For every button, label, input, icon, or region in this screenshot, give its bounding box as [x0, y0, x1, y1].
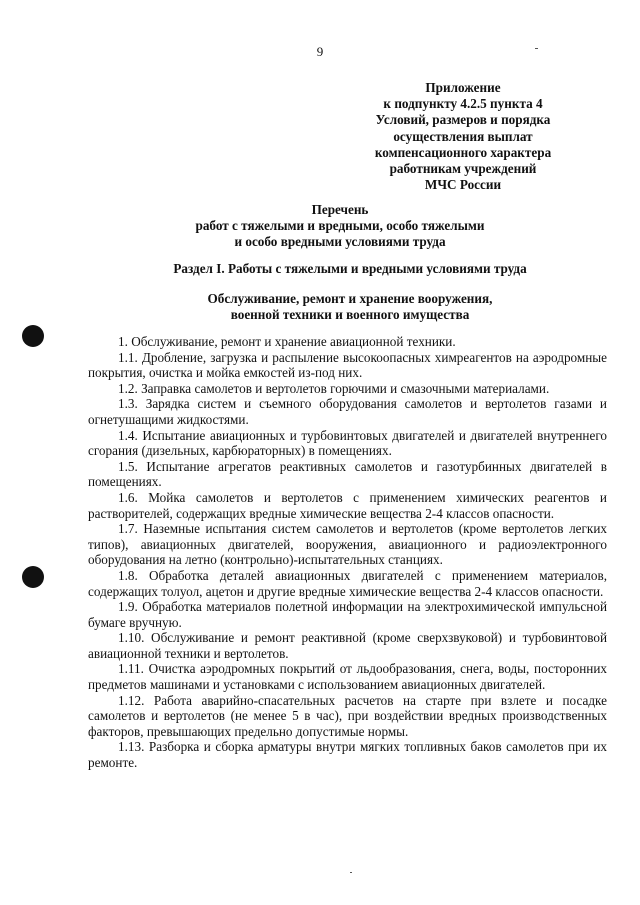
list-item: 1.1. Дробление, загрузка и распыление высокоопасных химреагентов на аэродромные покрытия, очистка и мойка емкостей из-под них. — [88, 349, 607, 381]
page-number: 9 — [316, 44, 324, 59]
list-item: 1.13. Разборка и сборка арматуры внутри мягких топливных баков самолетов при их ремонте. — [88, 739, 607, 771]
list-item: 1.6. Мойка самолетов и вертолетов с применением химических реагентов и растворителей, содержащих вредные химические вещества 2-4 классов опасности. — [88, 489, 607, 521]
subsection-title-line: Обслуживание, ремонт и хранение вооружения, — [207, 291, 493, 306]
list-item: 1.3. Зарядка систем и съемного оборудования самолетов и вертолетов газами и огнетушащими жидкостями. — [88, 396, 607, 427]
subsection-title — [80, 291, 620, 323]
appendix-line: к подпункту 4.2.5 пункта 4 — [383, 96, 543, 112]
title-line: и особо вредными условиями труда — [234, 234, 446, 249]
list-item: 1.2. Заправка самолетов и вертолетов горючими и смазочными материалами. — [118, 380, 550, 396]
appendix-header — [348, 80, 578, 193]
list-item: 1.12. Работа аварийно-спасательных расчетов на старте при взлете и посадке самолетов и вертолетов (не менее 5 в час), при воздействии вредных производственных факторов, превышающих предельно допустимые нормы. — [88, 692, 607, 739]
title-line: Перечень — [311, 202, 369, 217]
list-item: 1.8. Обработка деталей авиационных двигателей с применением материалов, содержащих толуол, ацетон и другие вредные химические вещества 2-4 классов опасности. — [88, 567, 607, 599]
list-item: 1. Обслуживание, ремонт и хранение авиационной техники. — [118, 334, 456, 349]
list-item: 1.10. Обслуживание и ремонт реактивной (кроме сверхзвуковой) и турбовинтовой авиационной техники и вертолетов. — [88, 630, 607, 661]
appendix-line: Приложение — [425, 80, 501, 95]
scan-speck — [350, 872, 352, 873]
list-item: 1.5. Испытание агрегатов реактивных самолетов и газотурбинных двигателей в помещениях. — [88, 458, 607, 490]
subsection-title-line: военной техники и военного имущества — [230, 307, 470, 322]
appendix-line: Условий, размеров и порядка — [375, 112, 551, 128]
list-item: 1.7. Наземные испытания систем самолетов и вертолетов (кроме вертолетов легких типов), авиационных двигателей, вооружения, авиационного и радиоэлектронного оборудования на летно (контрольно)-испытательных станциях. — [88, 521, 607, 568]
document-title — [140, 202, 540, 250]
section-title: Раздел I. Работы с тяжелыми и вредными условиями труда — [173, 261, 527, 276]
list-item: 1.11. Очистка аэродромных покрытий от льдообразования, снега, воды, посторонних предметов машинами и установками с использованием авиационных двигателей. — [88, 661, 607, 693]
list-item: 1.9. Обработка материалов полетной информации на электрохимической импульсной бумаге вручную. — [88, 599, 607, 630]
punch-hole-mark — [22, 566, 44, 588]
appendix-line: МЧС России — [424, 177, 502, 193]
appendix-line: компенсационного характера — [374, 144, 552, 160]
appendix-line: осуществления выплат — [393, 128, 533, 144]
appendix-line: работникам учреждений — [389, 161, 537, 177]
title-line: работ с тяжелыми и вредными, особо тяжелыми — [195, 218, 485, 233]
scan-speck — [535, 48, 538, 49]
work-items-list — [88, 334, 607, 771]
list-item: 1.4. Испытание авиационных и турбовинтовых двигателей и двигателей внутреннего сгорания (дизельных, карбюраторных) в помещениях. — [88, 427, 607, 459]
punch-hole-mark — [22, 325, 44, 347]
